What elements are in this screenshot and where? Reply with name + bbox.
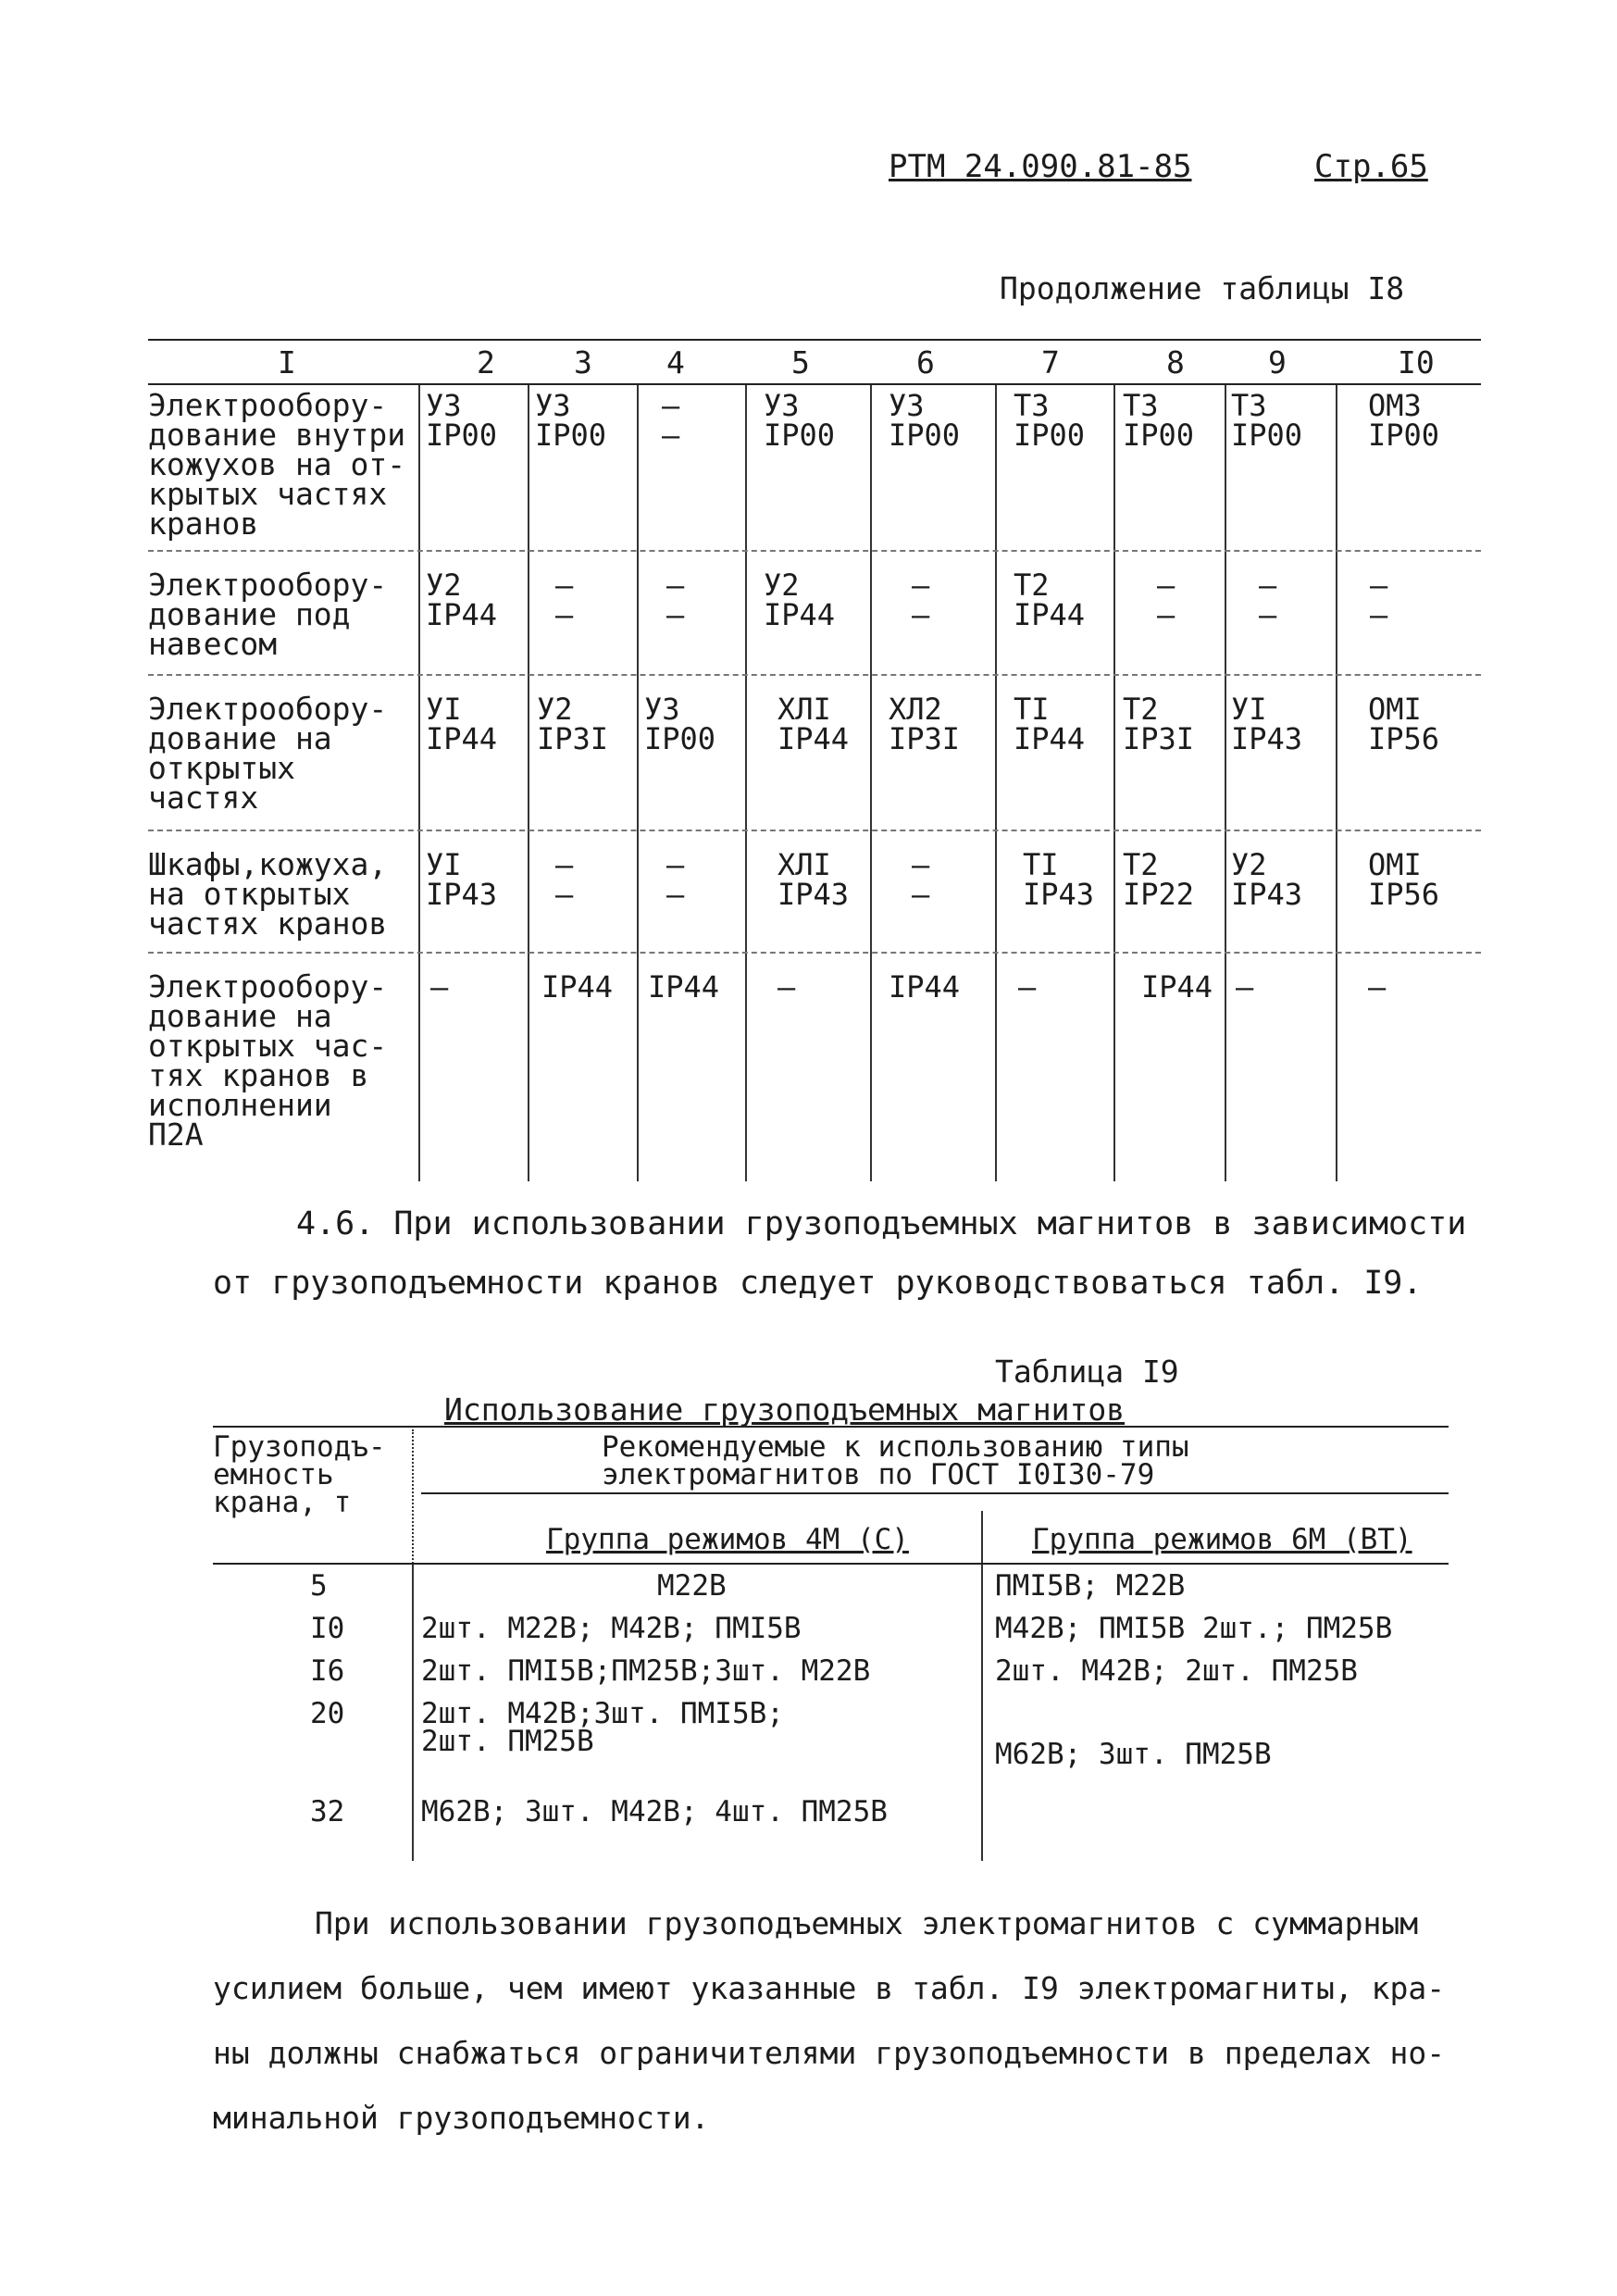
cell: ТI IР44 [1014, 692, 1086, 756]
cell: – – [1157, 568, 1175, 632]
cell: ОМI IР56 [1368, 847, 1440, 912]
cell: – – [662, 388, 680, 453]
cell: ТЗ IР00 [1014, 388, 1086, 453]
row-divider [148, 674, 1481, 676]
table19-capacity: 20 [310, 1697, 345, 1730]
cell: УЗ IР00 [889, 388, 961, 453]
cell: – – [912, 568, 930, 632]
cell: – [777, 969, 796, 1004]
row-label: Электрообору- дование на открытых час- тях кранов в исполнении П2А [148, 968, 388, 1153]
cell: – [430, 969, 449, 1004]
cell: IР44 [541, 969, 614, 1004]
cell: ХЛI IР44 [777, 692, 850, 756]
col-number: 9 [1268, 344, 1287, 381]
cell: Т2 IР22 [1123, 847, 1195, 912]
col-number: 5 [791, 344, 810, 381]
closing-line3: ны должны снабжаться ограничителями грузоподъемности в пределах но- [213, 2035, 1446, 2071]
table19-group-header: Рекомендуемые к использованию типы электромагнитов по ГОСТ I0I30-79 [602, 1430, 1189, 1491]
capacity-separator [412, 1565, 414, 1861]
cell: У2 IР44 [764, 568, 836, 632]
table19-caption: Таблица I9 [995, 1354, 1179, 1390]
table19-subheader-6m: Группа режимов 6М (ВТ) [1032, 1523, 1412, 1556]
table19-cell-4m: 2шт. М42В;3шт. ПМI5В; 2шт. ПМ25В [421, 1697, 784, 1758]
table19-capacity-header: Грузоподъ- емность крана, т [213, 1430, 386, 1519]
header-separator [412, 1429, 414, 1566]
cell: УЗ IР00 [764, 388, 836, 453]
table19-capacity: I6 [310, 1654, 345, 1688]
table19-cell-4m: 2шт. ПМI5В;ПМ25В;3шт. М22В [421, 1654, 871, 1688]
row-divider [148, 830, 1481, 831]
cell: УI IР43 [1231, 692, 1303, 756]
col-number: I0 [1398, 344, 1435, 381]
cell: Т2 IР44 [1014, 568, 1086, 632]
cell: ТЗ IР00 [1123, 388, 1195, 453]
col-number: 8 [1166, 344, 1185, 381]
cell: У2 IР44 [426, 568, 498, 632]
cell: – – [666, 568, 685, 632]
page-number: Стр.65 [1314, 148, 1428, 185]
row-label: Шкафы,кожуха, на открытых частях кранов [148, 846, 388, 942]
cell: ХЛI IР43 [777, 847, 850, 912]
table19-cell-6m: М62В; 3шт. ПМ25В [995, 1738, 1272, 1771]
cell: – [1236, 969, 1254, 1004]
cell: – [1368, 969, 1387, 1004]
table19-cell-6m: 2шт. М42В; 2шт. ПМ25В [995, 1654, 1358, 1688]
table19-cell-6m: М42В; ПМI5В 2шт.; ПМ25В [995, 1612, 1393, 1645]
table19-header-rule [213, 1563, 1449, 1565]
paragraph-4-6-line1: 4.6. При использовании грузоподъемных магнитов в зависимости [296, 1205, 1467, 1242]
col-separator [1225, 385, 1226, 1181]
table18-continuation-caption: Продолжение таблицы I8 [1000, 270, 1405, 306]
document-code: РТМ 24.090.81-85 [889, 148, 1192, 185]
cell: УI IР44 [426, 692, 498, 756]
cell: – [1018, 969, 1037, 1004]
table19-subheader-4m: Группа режимов 4М (С) [546, 1523, 909, 1556]
cell: – – [555, 847, 574, 912]
cell: IР44 [648, 969, 720, 1004]
cell: УЗ IР00 [535, 388, 607, 453]
cell: У2 IР3I [537, 692, 609, 756]
table18-header-rule [148, 383, 1481, 385]
row-label: Электрообору- дование под навесом [148, 567, 388, 662]
table-19 [213, 1426, 1449, 1861]
group-header-rule [421, 1492, 1449, 1494]
cell: ОМЗ IР00 [1368, 388, 1440, 453]
table19-capacity: I0 [310, 1612, 345, 1645]
col-number: 7 [1041, 344, 1060, 381]
table19-capacity: 32 [310, 1795, 345, 1828]
col-separator [528, 385, 529, 1181]
table19-top-rule [213, 1426, 1449, 1428]
cell: ТI IР43 [1023, 847, 1095, 912]
closing-line1: При использовании грузоподъемных электромагнитов с суммарным [315, 1905, 1419, 1941]
col-separator [1113, 385, 1115, 1181]
cell: ХЛ2 IР3I [889, 692, 961, 756]
cell: ОМI IР56 [1368, 692, 1440, 756]
cell: – – [912, 847, 930, 912]
cell: У2 IР43 [1231, 847, 1303, 912]
row-label: Электрообору- дование на открытых частях [148, 691, 388, 816]
row-divider [148, 952, 1481, 954]
col-separator [418, 385, 420, 1181]
cell: УЗ IР00 [644, 692, 716, 756]
col-separator [995, 385, 997, 1181]
col-number: 6 [916, 344, 935, 381]
cell: – – [555, 568, 574, 632]
table19-cell-6m: ПМI5В; М22В [995, 1569, 1186, 1603]
cell: УI IР43 [426, 847, 498, 912]
col-separator [637, 385, 639, 1181]
table18-column-numbers [148, 339, 1481, 383]
cell: УЗ IР00 [426, 388, 498, 453]
cell: IР44 [889, 969, 961, 1004]
closing-line2: усилием больше, чем имеют указанные в табл. I9 электромагниты, кра- [213, 1970, 1446, 2006]
col-number: I [278, 344, 296, 381]
col-separator [745, 385, 747, 1181]
col-separator [1336, 385, 1337, 1181]
table19-cell-4m: М22В [657, 1569, 727, 1603]
cell: – – [1370, 568, 1388, 632]
col-number: 3 [574, 344, 592, 381]
cell: – – [1259, 568, 1277, 632]
row-label: Электрообору- дование внутри кожухов на от- крытых частях кранов [148, 387, 406, 542]
closing-line4: минальной грузоподъемности. [213, 2100, 710, 2136]
col-separator [870, 385, 872, 1181]
table19-cell-4m: М62В; 3шт. М42В; 4шт. ПМ25В [421, 1795, 888, 1828]
col-number: 2 [477, 344, 495, 381]
cell: ТЗ IР00 [1231, 388, 1303, 453]
cell: IР44 [1141, 969, 1213, 1004]
cell: Т2 IР3I [1123, 692, 1195, 756]
table19-cell-4m: 2шт. М22В; М42В; ПМI5В [421, 1612, 802, 1645]
cell: – – [666, 847, 685, 912]
row-divider [148, 550, 1481, 552]
table19-title: Использование грузоподъемных магнитов [444, 1391, 1126, 1428]
table19-capacity: 5 [310, 1569, 328, 1603]
col-number: 4 [666, 344, 685, 381]
paragraph-4-6-line2: от грузоподъемности кранов следует руководствоваться табл. I9. [213, 1265, 1423, 1302]
